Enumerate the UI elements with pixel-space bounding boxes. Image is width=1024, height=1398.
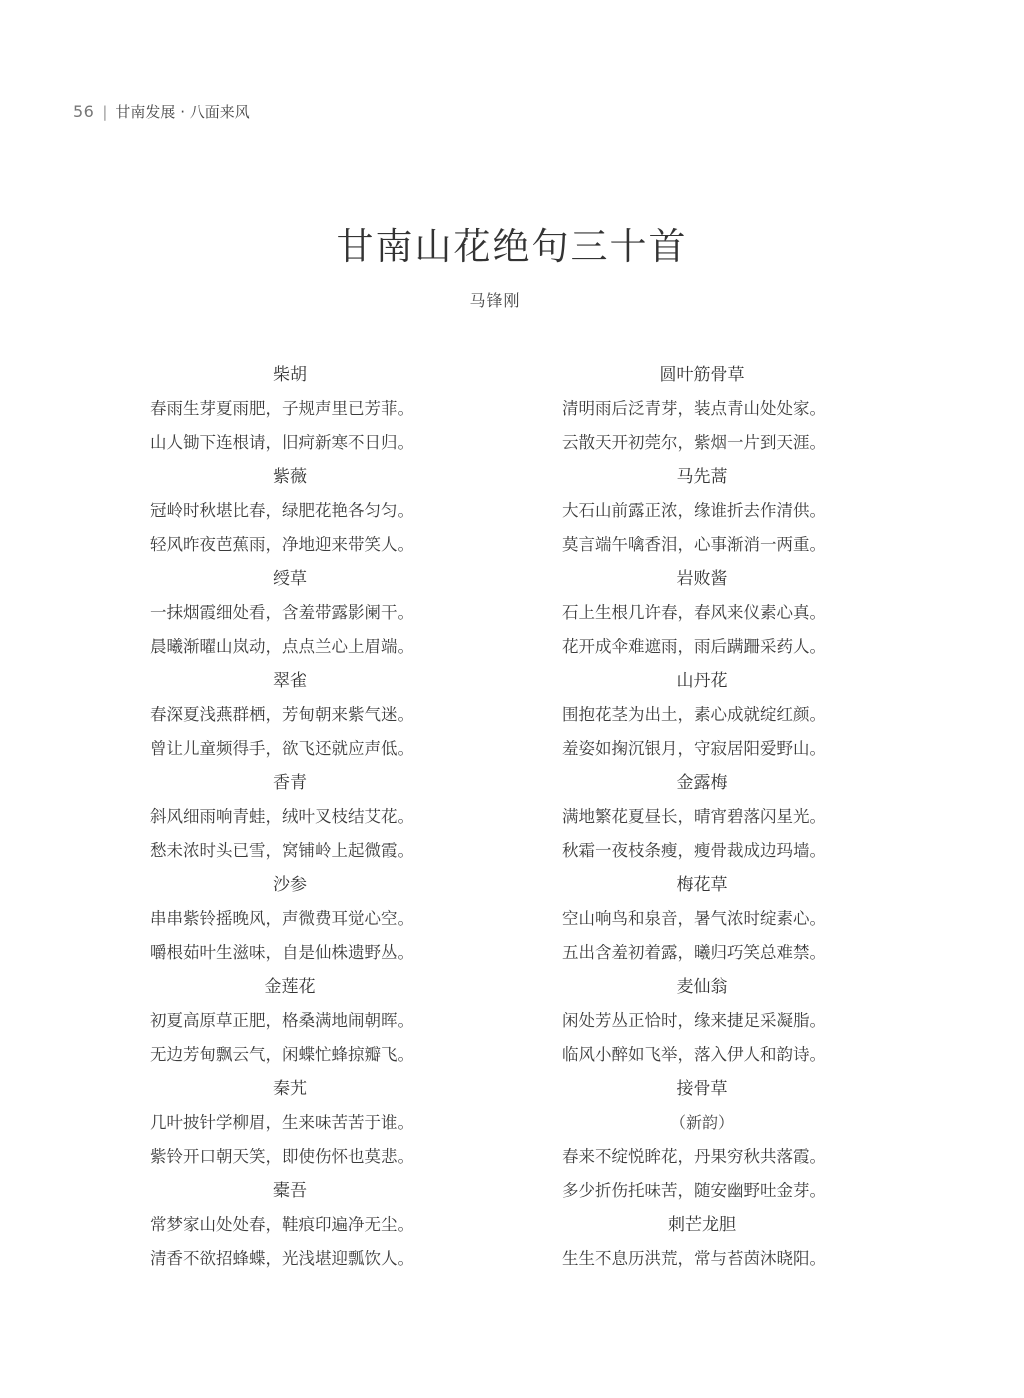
poem-title: 橐吾 <box>273 1181 307 1201</box>
right-poem-column <box>562 358 842 1276</box>
poem-title: 金露梅 <box>676 773 728 793</box>
poem-line: 曾让儿童频得手，欲飞还就应声低。 <box>150 739 414 758</box>
poem <box>150 970 430 1072</box>
poem-line: 羞姿如掬沉银月，守寂居阳爱野山。 <box>562 739 826 758</box>
poem-line: 无边芳甸飘云气，闲蝶忙蜂掠瓣飞。 <box>150 1045 414 1064</box>
poem-line: 满地繁花夏昼长，晴宵碧落闪星光。 <box>562 807 826 826</box>
poem-line: 晨曦渐曜山岚动，点点兰心上眉端。 <box>150 637 414 656</box>
poem-title: 柴胡 <box>273 365 307 385</box>
poem <box>562 1208 842 1276</box>
poem-line: 紫铃开口朝天笑，即使伤怀也莫悲。 <box>150 1147 414 1166</box>
poem-title: 绶草 <box>273 569 307 589</box>
running-header <box>73 101 250 122</box>
poem-line: 空山响鸟和泉音，暑气浓时绽素心。 <box>562 909 826 928</box>
poem-line: 春深夏浅燕群栖，芳甸朝来紫气迷。 <box>150 705 414 724</box>
poem-line: 多少折伤托味苦，随安幽野吐金芽。 <box>562 1181 826 1200</box>
poem-line: 山人锄下连根请，旧疴新寒不日归。 <box>150 433 414 452</box>
poem-line: 春来不绽悦眸花，丹果穷秋共落霞。 <box>562 1147 826 1166</box>
poem-line: 围抱花茎为出土，素心成就绽红颜。 <box>562 705 826 724</box>
poem-title: 紫薇 <box>273 467 307 487</box>
poem-title: 圆叶筋骨草 <box>659 365 745 385</box>
poem-line: 临风小醉如飞举，落入伊人和韵诗。 <box>562 1045 826 1064</box>
section-title: 甘南发展 · 八面来风 <box>115 103 250 121</box>
poem <box>562 358 842 460</box>
poem <box>562 970 842 1072</box>
poem <box>562 664 842 766</box>
poem-line: 轻风昨夜芭蕉雨，净地迎来带笑人。 <box>150 535 414 554</box>
poem-title: 岩败酱 <box>676 569 728 589</box>
poem <box>150 562 430 664</box>
poem <box>562 868 842 970</box>
poem-title: 马先蒿 <box>676 467 728 487</box>
poem <box>562 766 842 868</box>
poem-title: 香青 <box>273 773 307 793</box>
poem-title: 翠雀 <box>273 671 307 691</box>
poem <box>150 664 430 766</box>
poem-line: 闲处芳丛正恰时，缘来捷足采凝脂。 <box>562 1011 826 1030</box>
poem-line: 莫言端午噙香泪，心事渐消一两重。 <box>562 535 826 554</box>
poem-title: 沙参 <box>273 875 307 895</box>
poem-line: 清香不欲招蜂蝶，光浅堪迎瓢饮人。 <box>150 1249 414 1268</box>
poem-line: 五出含羞初着露，曦归巧笑总难禁。 <box>562 943 826 962</box>
poem <box>562 460 842 562</box>
poem-title: 接骨草 <box>676 1079 728 1099</box>
poem-line: 串串紫铃摇晚风，声微费耳觉心空。 <box>150 909 414 928</box>
header-divider: | <box>102 102 108 121</box>
poem <box>150 868 430 970</box>
left-poem-column <box>150 358 430 1276</box>
poem-line: 愁未浓时头已雪，窝铺岭上起微霞。 <box>150 841 414 860</box>
poem-subtitle: （新韵） <box>669 1113 734 1132</box>
poem-title: 刺芒龙胆 <box>668 1215 736 1235</box>
poem-line: 斜风细雨响青蛙，绒叶叉枝结艾花。 <box>150 807 414 826</box>
poem-line: 常梦家山处处春，鞋痕印遍净无尘。 <box>150 1215 414 1234</box>
poem-line: 云散天开初莞尔，紫烟一片到天涯。 <box>562 433 826 452</box>
poem-line: 初夏高原草正肥，格桑满地闹朝晖。 <box>150 1011 414 1030</box>
poem-title: 山丹花 <box>676 671 728 691</box>
article-title: 甘南山花绝句三十首 <box>336 225 688 268</box>
poem <box>562 562 842 664</box>
poem-title: 梅花草 <box>676 875 728 895</box>
poem-title: 秦艽 <box>273 1079 307 1099</box>
poem <box>562 1072 842 1208</box>
poem-line: 春雨生芽夏雨肥，子规声里已芳菲。 <box>150 399 414 418</box>
poem-line: 清明雨后泛青芽，装点青山处处家。 <box>562 399 826 418</box>
poem-line: 石上生根几许春，春风来仪素心真。 <box>562 603 826 622</box>
poem-title: 金莲花 <box>264 977 316 997</box>
poem-line: 几叶披针学柳眉，生来味苦苦于谁。 <box>150 1113 414 1132</box>
poem-line: 冠岭时秋堪比春，绿肥花艳各匀匀。 <box>150 501 414 520</box>
poem-title: 麦仙翁 <box>676 977 728 997</box>
poem-line: 花开成伞难遮雨，雨后蹒跚采药人。 <box>562 637 826 656</box>
page-number: 56 <box>73 102 95 121</box>
poem-line: 生生不息历洪荒，常与苔茵沐晓阳。 <box>562 1249 826 1268</box>
poem-line: 一抹烟霞细处看，含羞带露影阑干。 <box>150 603 414 622</box>
poem-line: 嚼根茹叶生滋味，自是仙株遗野丛。 <box>150 943 414 962</box>
poem <box>150 358 430 460</box>
poem <box>150 460 430 562</box>
poem <box>150 1174 430 1276</box>
article-author: 马锋刚 <box>469 291 521 310</box>
poem-line: 大石山前露正浓，缘谁折去作清供。 <box>562 501 826 520</box>
poem <box>150 766 430 868</box>
poem <box>150 1072 430 1174</box>
poem-line: 秋霜一夜枝条瘦，瘦骨裁成边玛墙。 <box>562 841 826 860</box>
